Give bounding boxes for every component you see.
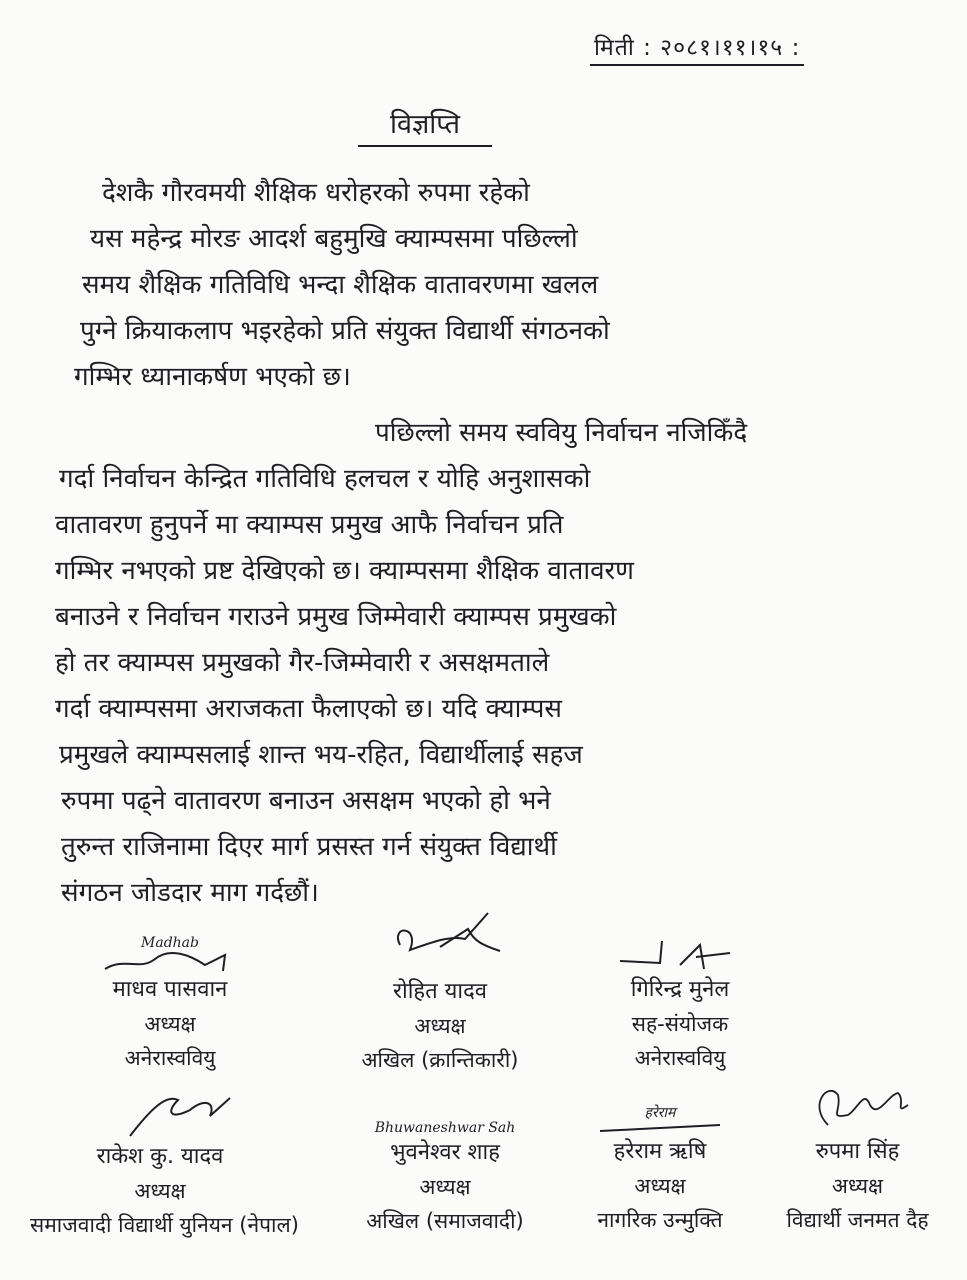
paragraph-line: वातावरण हुनुपर्ने मा क्याम्पस प्रमुख आफै निर्वाचन प्रति <box>55 510 564 540</box>
paragraph-line: तुरुन्त राजिनामा दिएर मार्ग प्रसस्त गर्न संयुक्त विद्यार्थी <box>61 832 557 862</box>
signatory-name: राकेश कु. यादव <box>96 1144 224 1169</box>
notice-title: विज्ञप्ति <box>358 104 492 147</box>
signatory-role: सह-संयोजक <box>631 1012 729 1036</box>
signatory-org: नागरिक उन्मुक्ति <box>597 1208 723 1232</box>
paragraph-line: बनाउने र निर्वाचन गराउने प्रमुख जिम्मेवारी क्याम्पस प्रमुखको <box>55 602 617 632</box>
notice-date: मिती : २०८१।११।१५ : <box>590 30 804 66</box>
signatory-org: अनेरास्ववियु <box>124 1046 216 1070</box>
signature-scribble <box>70 1090 250 1140</box>
paragraph-line: यस महेन्द्र मोरङ आदर्श बहुमुखि क्याम्पसमा पछिल्लो <box>90 224 578 254</box>
paragraph-line: पुग्ने क्रियाकलाप भइरहेको प्रति संयुक्त विद्यार्थी संगठनको <box>80 316 610 346</box>
signature-mark: Madhab <box>141 935 199 951</box>
signature-scribble <box>798 1075 918 1135</box>
paragraph-line: गर्दा निर्वाचन केन्द्रित गतिविधि हलचल र योहि अनुशासको <box>59 464 591 494</box>
signatory-role: अध्यक्ष <box>634 1174 686 1198</box>
signatory-role: अध्यक्ष <box>414 1014 466 1038</box>
paragraph-line: हो तर क्याम्पस प्रमुखको गैर-जिम्मेवारी र असक्षमताले <box>55 648 550 678</box>
signatory-org: अखिल (क्रान्तिकारी) <box>361 1048 519 1072</box>
signatory-org: अखिल (समाजवादी) <box>366 1209 524 1233</box>
signatory-bhuwaneshwar-sah <box>315 1120 575 1238</box>
paragraph-line: समय शैक्षिक गतिविधि भन्दा शैक्षिक वातावरणमा खलल <box>82 270 599 300</box>
signature-scribble <box>370 905 510 975</box>
paragraph-line: गम्भिर ध्यानाकर्षण भएको छ। <box>74 362 351 392</box>
paragraph-line: गम्भिर नभएको प्रष्ट देखिएको छ। क्याम्पसमा शैक्षिक वातावरण <box>55 556 634 586</box>
signature-scribble <box>95 951 245 973</box>
signatory-hareram-rishi <box>555 1105 765 1237</box>
signatory-name: गिरिन्द्र मुनेल <box>630 977 730 1002</box>
signatory-name: रोहित यादव <box>393 979 487 1004</box>
paragraph-1 <box>70 170 930 400</box>
signatory-name: हरेराम ऋषि <box>613 1139 707 1164</box>
signature-scribble <box>590 1121 730 1135</box>
paragraph-line: देशकै गौरवमयी शैक्षिक धरोहरको रुपमा रहेको <box>102 178 530 208</box>
paragraph-line: संगठन जोडदार माग गर्दछौं। <box>61 878 319 908</box>
signatory-org: समाजवादी विद्यार्थी युनियन (नेपाल) <box>30 1213 299 1237</box>
signatory-name: रुपमा सिंह <box>815 1139 900 1164</box>
signatory-org: विद्यार्थी जनमत दैह <box>786 1208 929 1232</box>
signature-mark: हरेराम <box>644 1105 676 1121</box>
paragraph-line: पछिल्लो समय स्ववियु निर्वाचन नजिकिँदै <box>375 418 748 448</box>
paragraph-line: रुपमा पढ्ने वातावरण बनाउन असक्षम भएको हो भने <box>61 786 551 816</box>
signature-mark: Bhuwaneshwar Sah <box>374 1120 516 1136</box>
signatory-org: अनेरास्ववियु <box>634 1046 726 1070</box>
signatory-role: अध्यक्ष <box>134 1179 186 1203</box>
signature-scribble <box>600 935 760 973</box>
paragraph-line: गर्दा क्याम्पसमा अराजकता फैलाएको छ। यदि क्याम्पस <box>55 694 563 724</box>
paragraph-2 <box>55 410 935 916</box>
signatory-girindra-munel <box>565 935 795 1075</box>
signatory-rohit-yadav <box>315 905 565 1077</box>
signatory-role: अध्यक्ष <box>831 1174 884 1198</box>
signatory-madhab-paswan <box>60 935 280 1075</box>
paragraph-line: प्रमुखले क्याम्पसलाई शान्त भय-रहित, विद्यार्थीलाई सहज <box>59 740 583 770</box>
signatory-role: अध्यक्ष <box>419 1175 471 1199</box>
signatory-rupma-singh <box>760 1075 955 1237</box>
signatory-name: भुवनेश्वर शाह <box>390 1140 500 1165</box>
signatory-name: माधव पासवान <box>112 977 228 1002</box>
signatory-rakesh-yadav <box>30 1090 299 1242</box>
signatory-role: अध्यक्ष <box>144 1012 196 1036</box>
